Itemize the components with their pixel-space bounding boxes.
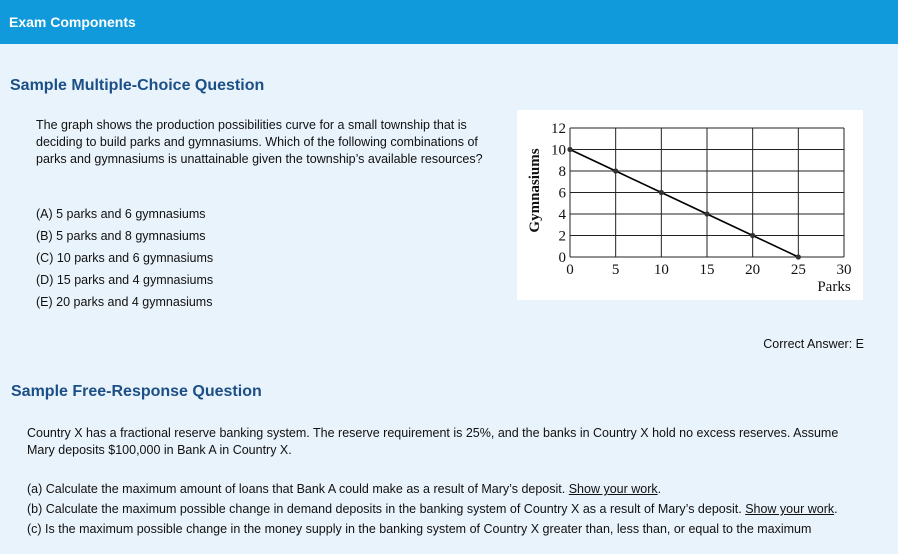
x-axis-label: Parks bbox=[817, 279, 851, 295]
y-tick-label: 8 bbox=[558, 164, 566, 180]
frq-part-a bbox=[27, 481, 867, 497]
frq-part-a-tail: . bbox=[657, 482, 662, 496]
x-tick-label: 20 bbox=[745, 262, 761, 278]
mcq-option-a: (A) 5 parks and 6 gymnasiums bbox=[36, 207, 206, 221]
frq-part-a-show-work: Show your work bbox=[568, 482, 658, 496]
x-tick-label: 10 bbox=[653, 262, 669, 278]
ppc-chart-svg bbox=[517, 110, 863, 300]
mcq-prompt: The graph shows the production possibilities curve for a small township that is deciding to build parks and gymnasiums. Which of the following combinations of parks and gymnasiums is unattainable given the township’s available resources? bbox=[36, 118, 483, 166]
frq-prompt: Country X has a fractional reserve banking system. The reserve requirement is 25%, and the banks in Country X hold no excess reserves. Assume Mary deposits $100,000 in Bank A in Country X. bbox=[27, 426, 839, 457]
y-tick-label: 6 bbox=[558, 185, 566, 202]
mcq-option-c: (C) 10 parks and 6 gymnasiums bbox=[36, 251, 214, 265]
ppc-chart bbox=[517, 110, 863, 300]
y-tick-label: 0 bbox=[558, 250, 566, 266]
x-tick-label: 25 bbox=[790, 262, 806, 278]
mcq-option-e: (E) 20 parks and 4 gymnasiums bbox=[36, 295, 213, 309]
ppc-data-point bbox=[796, 254, 801, 259]
y-tick-label: 12 bbox=[551, 121, 566, 137]
y-tick-label: 2 bbox=[558, 228, 566, 245]
ppc-data-point bbox=[567, 147, 572, 152]
ppc-curve-line bbox=[570, 150, 798, 258]
mcq-option-b: (B) 5 parks and 8 gymnasiums bbox=[36, 229, 206, 243]
ppc-data-point bbox=[659, 190, 664, 195]
frq-part-b-show-work: Show your work bbox=[745, 502, 835, 516]
frq-part-b bbox=[27, 501, 867, 517]
correct-answer: Correct Answer: E bbox=[763, 337, 864, 351]
frq-part-c-text: (c) Is the maximum possible change in the money supply in the banking system of Country X greater than, less than, or equal to the maximum bbox=[27, 522, 812, 536]
x-tick-label: 0 bbox=[566, 262, 574, 278]
frq-section-title: Sample Free-Response Question bbox=[11, 383, 262, 400]
y-axis-label: Gymnasiums bbox=[527, 148, 543, 233]
mcq-option-d: (D) 15 parks and 4 gymnasiums bbox=[36, 273, 214, 287]
mcq-section-title: Sample Multiple-Choice Question bbox=[10, 77, 265, 94]
x-tick-label: 5 bbox=[611, 262, 620, 278]
x-tick-label: 15 bbox=[699, 262, 715, 278]
ppc-data-point bbox=[704, 211, 709, 216]
mcq-options bbox=[36, 206, 213, 316]
header-title: Exam Components bbox=[9, 14, 136, 30]
frq-parts bbox=[27, 481, 867, 541]
x-tick-label: 30 bbox=[836, 262, 852, 278]
ppc-data-point bbox=[750, 233, 755, 238]
frq-part-c bbox=[27, 521, 867, 537]
header-bar bbox=[0, 0, 898, 44]
y-tick-label: 10 bbox=[551, 142, 566, 159]
frq-part-b-text: (b) Calculate the maximum possible change in demand deposits in the banking system of Country X as a result of Mary’s deposit. bbox=[27, 502, 746, 516]
ppc-data-point bbox=[613, 168, 618, 173]
frq-part-b-tail: . bbox=[834, 502, 838, 516]
y-tick-label: 4 bbox=[558, 207, 566, 223]
frq-part-a-text: (a) Calculate the maximum amount of loans that Bank A could make as a result of Mary’s deposit. bbox=[27, 482, 569, 496]
